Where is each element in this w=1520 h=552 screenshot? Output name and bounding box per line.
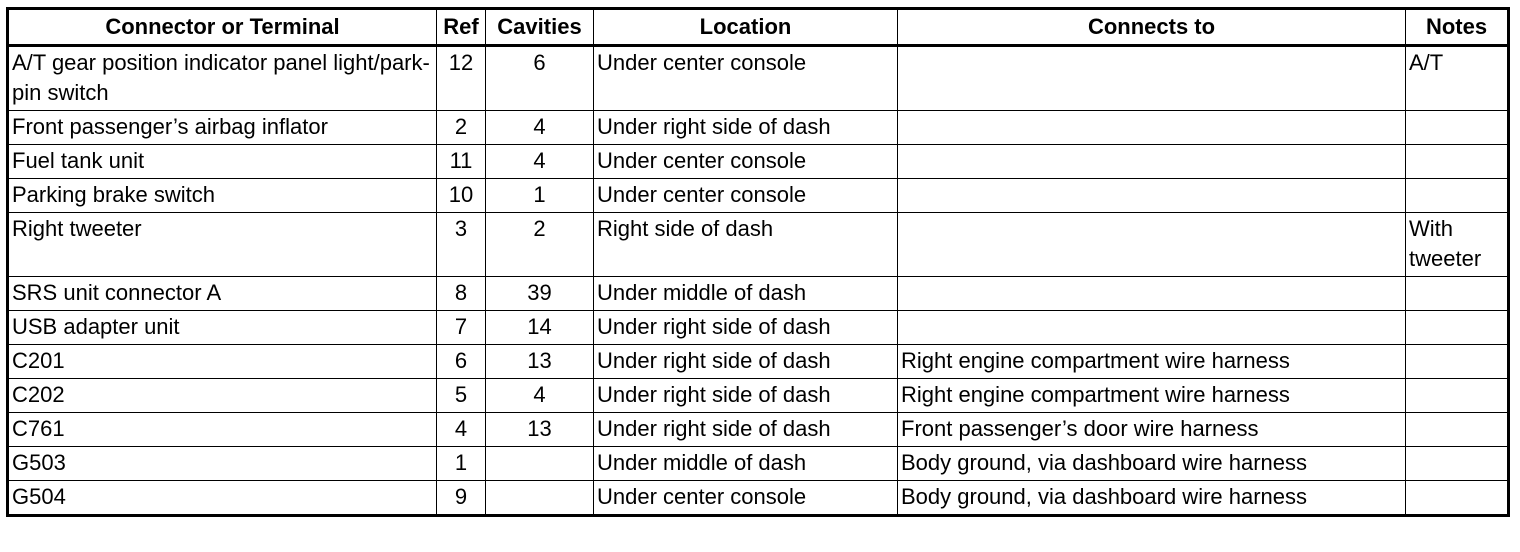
cell-connects-to: Right engine compartment wire harness [898,345,1406,379]
cell-ref: 8 [437,277,486,311]
cell-ref: 5 [437,379,486,413]
header-cavities: Cavities [486,9,594,46]
cell-terminal: A/T gear position indicator panel light/park-pin switch [8,46,437,111]
cell-ref: 4 [437,413,486,447]
cell-notes [1406,111,1509,145]
cell-location: Under right side of dash [594,345,898,379]
cell-cavities: 39 [486,277,594,311]
cell-location: Under center console [594,179,898,213]
cell-connects-to [898,145,1406,179]
cell-cavities: 2 [486,213,594,277]
cell-ref: 2 [437,111,486,145]
table-row [8,413,1509,447]
cell-connects-to [898,179,1406,213]
table-row [8,111,1509,145]
table-row [8,213,1509,277]
cell-ref: 9 [437,481,486,516]
cell-cavities: 14 [486,311,594,345]
cell-terminal: C201 [8,345,437,379]
header-connects-to: Connects to [898,9,1406,46]
cell-notes [1406,481,1509,516]
table-header-row [8,9,1509,46]
cell-location: Under right side of dash [594,379,898,413]
cell-cavities: 13 [486,345,594,379]
cell-location: Under right side of dash [594,413,898,447]
header-connector: Connector or Terminal [8,9,437,46]
cell-notes [1406,311,1509,345]
cell-location: Under center console [594,481,898,516]
cell-ref: 11 [437,145,486,179]
table-row [8,345,1509,379]
table-row [8,379,1509,413]
cell-ref: 12 [437,46,486,111]
cell-connects-to [898,213,1406,277]
table-row [8,481,1509,516]
cell-terminal: Fuel tank unit [8,145,437,179]
cell-connects-to [898,277,1406,311]
cell-terminal: C761 [8,413,437,447]
cell-cavities [486,447,594,481]
connector-table [6,7,1510,517]
cell-cavities: 4 [486,111,594,145]
cell-notes: A/T [1406,46,1509,111]
cell-terminal: Right tweeter [8,213,437,277]
cell-connects-to [898,311,1406,345]
cell-notes [1406,413,1509,447]
cell-ref: 3 [437,213,486,277]
table-row [8,311,1509,345]
cell-cavities: 1 [486,179,594,213]
cell-ref: 10 [437,179,486,213]
cell-ref: 1 [437,447,486,481]
cell-connects-to: Body ground, via dashboard wire harness [898,447,1406,481]
cell-location: Right side of dash [594,213,898,277]
cell-cavities: 13 [486,413,594,447]
table-row [8,46,1509,111]
cell-notes [1406,447,1509,481]
cell-connects-to [898,46,1406,111]
cell-location: Under center console [594,46,898,111]
table-row [8,145,1509,179]
table-row [8,179,1509,213]
cell-connects-to: Front passenger’s door wire harness [898,413,1406,447]
cell-cavities: 4 [486,145,594,179]
cell-terminal: C202 [8,379,437,413]
cell-notes [1406,345,1509,379]
cell-location: Under right side of dash [594,111,898,145]
connector-table-wrapper [6,7,1510,517]
cell-location: Under center console [594,145,898,179]
cell-location: Under middle of dash [594,447,898,481]
table-row [8,277,1509,311]
cell-location: Under middle of dash [594,277,898,311]
cell-connects-to: Body ground, via dashboard wire harness [898,481,1406,516]
cell-notes [1406,145,1509,179]
cell-connects-to: Right engine compartment wire harness [898,379,1406,413]
cell-notes: With tweeter [1406,213,1509,277]
cell-cavities: 6 [486,46,594,111]
cell-cavities: 4 [486,379,594,413]
cell-terminal: G504 [8,481,437,516]
cell-connects-to [898,111,1406,145]
cell-notes [1406,379,1509,413]
header-location: Location [594,9,898,46]
cell-cavities [486,481,594,516]
table-row [8,447,1509,481]
header-notes: Notes [1406,9,1509,46]
cell-ref: 7 [437,311,486,345]
header-ref: Ref [437,9,486,46]
cell-location: Under right side of dash [594,311,898,345]
cell-terminal: SRS unit connector A [8,277,437,311]
cell-notes [1406,277,1509,311]
cell-terminal: Front passenger’s airbag inflator [8,111,437,145]
cell-terminal: Parking brake switch [8,179,437,213]
cell-ref: 6 [437,345,486,379]
cell-terminal: USB adapter unit [8,311,437,345]
cell-terminal: G503 [8,447,437,481]
cell-notes [1406,179,1509,213]
